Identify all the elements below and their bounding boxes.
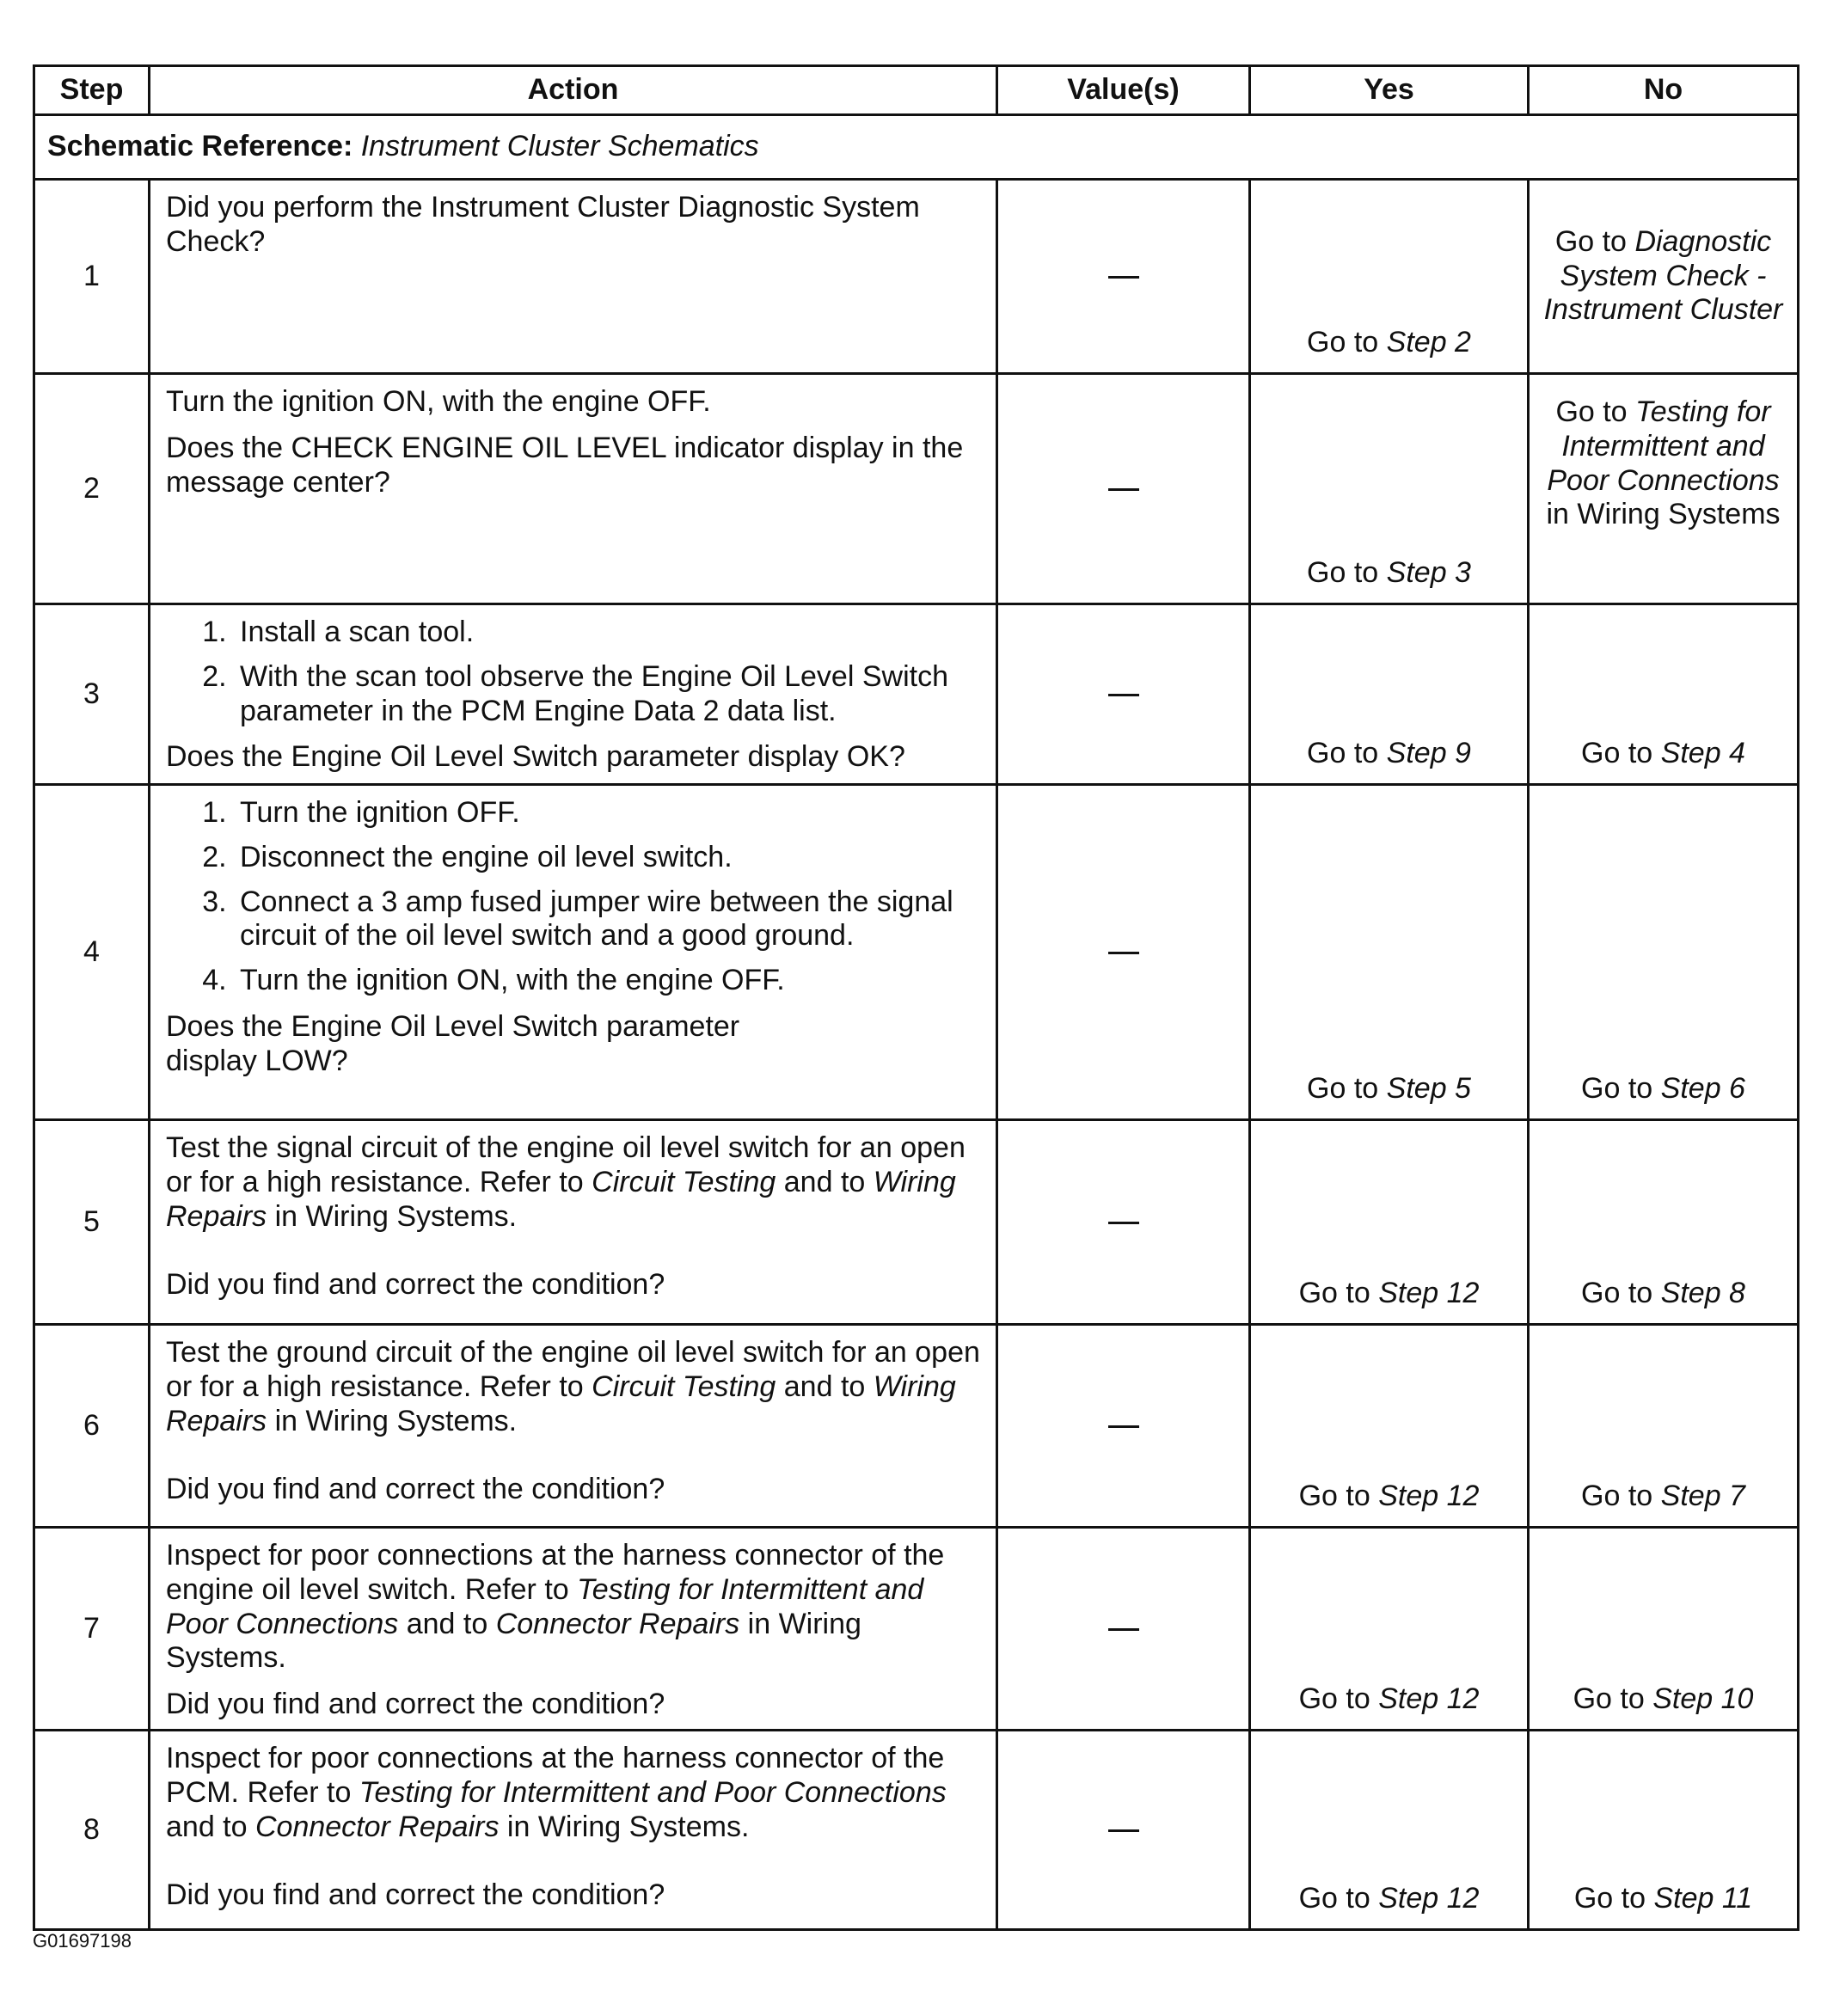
table-row xyxy=(34,1120,1799,1325)
list-item: 2. Disconnect the engine oil level switch. xyxy=(235,841,984,875)
circuit-testing-link[interactable]: Circuit Testing xyxy=(592,1165,776,1198)
step-number: 8 xyxy=(34,1731,150,1930)
schematic-label: Schematic Reference: xyxy=(47,130,353,163)
action-question: Did you find and correct the condition? xyxy=(166,1473,665,1506)
no-step-link[interactable]: Step 7 xyxy=(1660,1480,1745,1513)
yes-step-link[interactable]: Step 12 xyxy=(1378,1882,1480,1915)
yes-cell: Go to Step 12 xyxy=(1250,1731,1529,1930)
step-number: 1 xyxy=(34,180,150,374)
diagnostic-table xyxy=(33,64,1799,1931)
list-item: 2. With the scan tool observe the Engine Oil Level Switch parameter in the PCM Engine Data 2 data list. xyxy=(235,660,984,729)
header-action: Action xyxy=(150,66,997,115)
action-list xyxy=(166,616,984,728)
yes-cell: Go to Step 12 xyxy=(1250,1528,1529,1731)
no-cell: Go to Step 8 xyxy=(1529,1120,1799,1325)
action-list xyxy=(166,796,984,998)
action-text: Inspect for poor connections at the harness connector of the PCM. Refer to Testing for Intermittent and Poor Connections and to Connector Repairs in Wiring Systems. xyxy=(166,1742,947,1843)
yes-step-link[interactable]: Step 9 xyxy=(1386,737,1471,770)
step-number: 6 xyxy=(34,1325,150,1528)
connector-repairs-link[interactable]: Connector Repairs xyxy=(495,1607,740,1640)
value-cell xyxy=(997,1120,1250,1325)
value-cell xyxy=(997,1731,1250,1930)
no-link[interactable]: Diagnostic System Check - Instrument Cluster xyxy=(1543,224,1783,327)
yes-cell: Go to Step 9 xyxy=(1250,604,1529,785)
connector-repairs-link[interactable]: Connector Repairs xyxy=(254,1810,500,1843)
no-step-link[interactable]: Step 8 xyxy=(1660,1277,1745,1310)
value-cell xyxy=(997,1528,1250,1731)
table-row xyxy=(34,604,1799,785)
list-item: 1. Turn the ignition OFF. xyxy=(235,796,984,830)
action-question: Does the Engine Oil Level Switch parameter display LOW? xyxy=(166,1009,740,1077)
value-cell xyxy=(997,785,1250,1120)
action-cell xyxy=(150,1120,997,1325)
no-cell: Go to Step 10 xyxy=(1529,1528,1799,1731)
yes-step-link[interactable]: Step 3 xyxy=(1386,556,1471,590)
no-step-link[interactable]: Step 6 xyxy=(1660,1072,1745,1106)
table-row xyxy=(34,785,1799,1120)
schematic-reference xyxy=(34,115,1799,180)
no-link[interactable]: Testing for Intermittent and Poor Connections xyxy=(1547,395,1780,497)
action-question: Did you find and correct the condition? xyxy=(166,1878,665,1912)
yes-step-link[interactable]: Step 2 xyxy=(1386,326,1471,359)
schematic-row xyxy=(34,115,1799,180)
yes-cell: Go to Step 3 xyxy=(1250,374,1529,604)
yes-step-link[interactable]: Step 5 xyxy=(1386,1072,1471,1106)
yes-cell: Go to Step 5 xyxy=(1250,785,1529,1120)
action-question: Does the Engine Oil Level Switch parameter display OK? xyxy=(166,740,905,774)
value-cell xyxy=(997,180,1250,374)
circuit-testing-link[interactable]: Circuit Testing xyxy=(592,1370,776,1403)
step-number: 2 xyxy=(34,374,150,604)
value-cell xyxy=(997,1325,1250,1528)
list-item: 3. Connect a 3 amp fused jumper wire between the signal circuit of the oil level switch and a good ground. xyxy=(235,885,984,954)
action-text: Test the ground circuit of the engine oil level switch for an open or for a high resistance. Refer to Circuit Testing and to Wiring Repairs in Wiring Systems. xyxy=(166,1336,980,1437)
action-cell xyxy=(150,785,997,1120)
value-cell xyxy=(997,374,1250,604)
dash-icon xyxy=(1108,1829,1139,1832)
step-number: 7 xyxy=(34,1528,150,1731)
action-cell xyxy=(150,1731,997,1930)
no-step-link[interactable]: Step 4 xyxy=(1660,737,1745,770)
header-values: Value(s) xyxy=(997,66,1250,115)
step-number: 4 xyxy=(34,785,150,1120)
action-question: Did you find and correct the condition? xyxy=(166,1688,665,1721)
dash-icon xyxy=(1108,694,1139,696)
action-question: Did you find and correct the condition? xyxy=(166,1268,665,1302)
yes-step-link[interactable]: Step 12 xyxy=(1378,1480,1480,1513)
no-step-link[interactable]: Step 10 xyxy=(1652,1682,1754,1716)
list-item: 1. Install a scan tool. xyxy=(235,616,984,650)
action-text: Turn the ignition ON, with the engine OFF. xyxy=(166,385,711,418)
dash-icon xyxy=(1108,1628,1139,1631)
figure-id: G01697198 xyxy=(33,1930,132,1952)
dash-icon xyxy=(1108,952,1139,954)
testing-intermittent-link[interactable]: Testing for Intermittent and Poor Connections xyxy=(166,1572,924,1640)
step-number: 5 xyxy=(34,1120,150,1325)
yes-step-link[interactable]: Step 12 xyxy=(1378,1277,1480,1310)
list-item: 4. Turn the ignition ON, with the engine OFF. xyxy=(235,964,984,998)
no-cell: Go to Step 4 xyxy=(1529,604,1799,785)
dash-icon xyxy=(1108,276,1139,279)
table-row xyxy=(34,1325,1799,1528)
table-row xyxy=(34,180,1799,374)
action-cell xyxy=(150,180,997,374)
testing-intermittent-link[interactable]: Testing for Intermittent and Poor Connections xyxy=(359,1775,947,1809)
dash-icon xyxy=(1108,488,1139,491)
step-number: 3 xyxy=(34,604,150,785)
no-cell: Go to Diagnostic System Check - Instrument Cluster xyxy=(1529,180,1799,374)
yes-cell: Go to Step 12 xyxy=(1250,1120,1529,1325)
no-cell: Go to Testing for Intermittent and Poor Connections in Wiring Systems xyxy=(1529,374,1799,604)
wiring-repairs-link[interactable]: Wiring Repairs xyxy=(166,1165,956,1233)
no-cell: Go to Step 11 xyxy=(1529,1731,1799,1930)
header-yes: Yes xyxy=(1250,66,1529,115)
action-question: Does the CHECK ENGINE OIL LEVEL indicator display in the message center? xyxy=(166,431,964,499)
schematic-link[interactable]: Instrument Cluster Schematics xyxy=(360,130,759,163)
dash-icon xyxy=(1108,1425,1139,1428)
action-cell xyxy=(150,1325,997,1528)
no-step-link[interactable]: Step 11 xyxy=(1653,1882,1753,1915)
action-cell xyxy=(150,374,997,604)
no-cell: Go to Step 7 xyxy=(1529,1325,1799,1528)
wiring-repairs-link[interactable]: Wiring Repairs xyxy=(166,1370,956,1437)
yes-cell: Go to Step 2 xyxy=(1250,180,1529,374)
yes-cell: Go to Step 12 xyxy=(1250,1325,1529,1528)
table-row xyxy=(34,374,1799,604)
header-no: No xyxy=(1529,66,1799,115)
dash-icon xyxy=(1108,1222,1139,1224)
yes-step-link[interactable]: Step 12 xyxy=(1378,1682,1480,1716)
header-row xyxy=(34,66,1799,115)
action-cell xyxy=(150,604,997,785)
table-row xyxy=(34,1731,1799,1930)
table-row xyxy=(34,1528,1799,1731)
no-cell: Go to Step 6 xyxy=(1529,785,1799,1120)
action-text: Inspect for poor connections at the harness connector of the engine oil level switch. Refer to Testing for Intermittent and Poor Connections and to Connector Repairs in Wiring Systems. xyxy=(166,1539,945,1675)
action-question: Did you perform the Instrument Cluster Diagnostic System Check? xyxy=(166,191,920,258)
value-cell xyxy=(997,604,1250,785)
action-cell xyxy=(150,1528,997,1731)
header-step: Step xyxy=(34,66,150,115)
action-text: Test the signal circuit of the engine oil level switch for an open or for a high resistance. Refer to Circuit Testing and to Wiring Repairs in Wiring Systems. xyxy=(166,1131,966,1233)
